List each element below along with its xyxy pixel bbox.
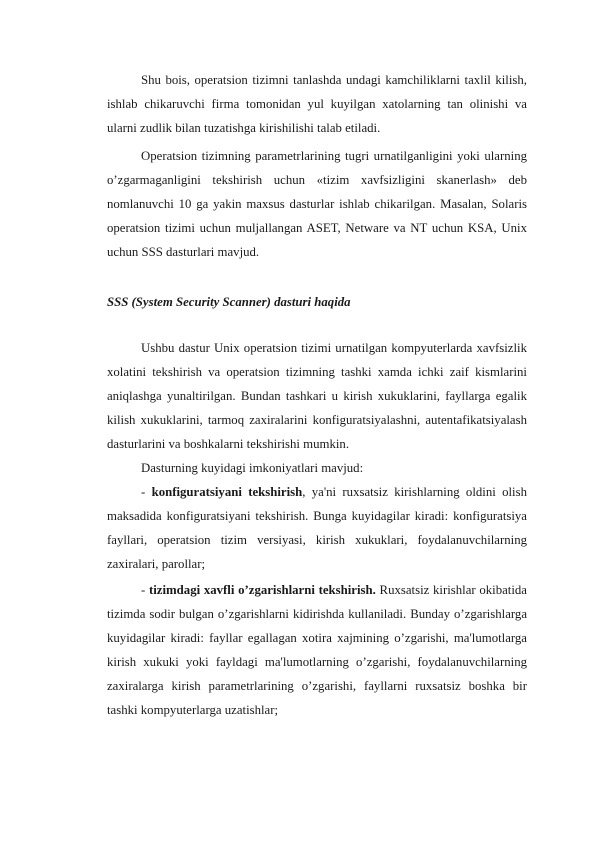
paragraph-security-scanners: Operatsion tizimning parametrlarining tugri urnatilganligini yoki ularning o’zgarmaganligini tekshirish uchun «tizim xavfsizligini skanerlash» deb nomlanuvchi 10 ga yakin maxsus dasturlar ishlab chikarilgan. Masalan, Solaris operatsion tizimi uchun muljallangan ASET, Netware va NT uchun KSA, Unix uchun SSS dasturlari mavjud. — [107, 149, 527, 259]
paragraph-os-selection: Shu bois, operatsion tizimni tanlashda undagi kamchiliklarni taxlil kilish, ishlab chikaruvchi firma tomonidan yul kuyilgan xatolarning tan olinishi va ularni zudlik bilan tuzatishga kirishilishi talab etiladi. — [107, 73, 527, 135]
list-item-text: Ruxsatsiz kirishlar okibatida tizimda sodir bulgan o’zgarishlarni kidirishda kullaniladi. Bunday o’zgarishlarga kuyidagilar kiradi: fayllar egallagan xotira xajmining o’zgarishi, ma'lumotlarga kirish xukuki yoki fayldagi ma'lumotlarning o’zgarishi, foydalanuvchilarning zaxiralarga kirish parametrlarining o’zgarishi, fayllarni ruxsatsiz boshka bir tashki kompyuterlarga uzatishlar; — [107, 583, 527, 717]
list-item-config-check — [107, 480, 527, 576]
paragraph-capabilities-intro: Dasturning kuyidagi imkoniyatlari mavjud: — [141, 461, 364, 475]
paragraph-sss-description: Ushbu dastur Unix operatsion tizimi urnatilgan kompyuterlarda xavfsizlik xolatini tekshirish va operatsion tizimning tashki xamda ichki zaif kismlarini aniqlashga yunaltirilgan. Bundan tashkari u kirish xukuklarini, fayllarga egalik kilish xukuklarini, tarmoq zaxiralarini konfiguratsiyalashni, autentafikatsiyalash dasturlarini va boshkalarni tekshirishi mumkin. — [107, 341, 527, 451]
list-item-dangerous-changes — [107, 578, 527, 722]
list-item-text: , ya'ni ruxsatsiz kirishlarning oldini olish maksadida konfiguratsiyani tekshirish. Bunga kuyidagilar kiradi: konfiguratsiya fayllari, operatsion tizim versiyasi, kirish xukuklari, foydalanuvchilarning zaxiralari, parollar; — [107, 485, 527, 571]
list-item-bold-term: tizimdagi xavfli o’zgarishlarni tekshirish. — [148, 583, 376, 597]
section-heading-sss: SSS (System Security Scanner) dasturi haqida — [107, 295, 351, 309]
list-dash: - — [141, 485, 152, 499]
list-item-bold-term: konfiguratsiyani tekshirish — [151, 485, 303, 499]
document-page — [107, 0, 527, 848]
list-dash: - — [141, 583, 149, 597]
